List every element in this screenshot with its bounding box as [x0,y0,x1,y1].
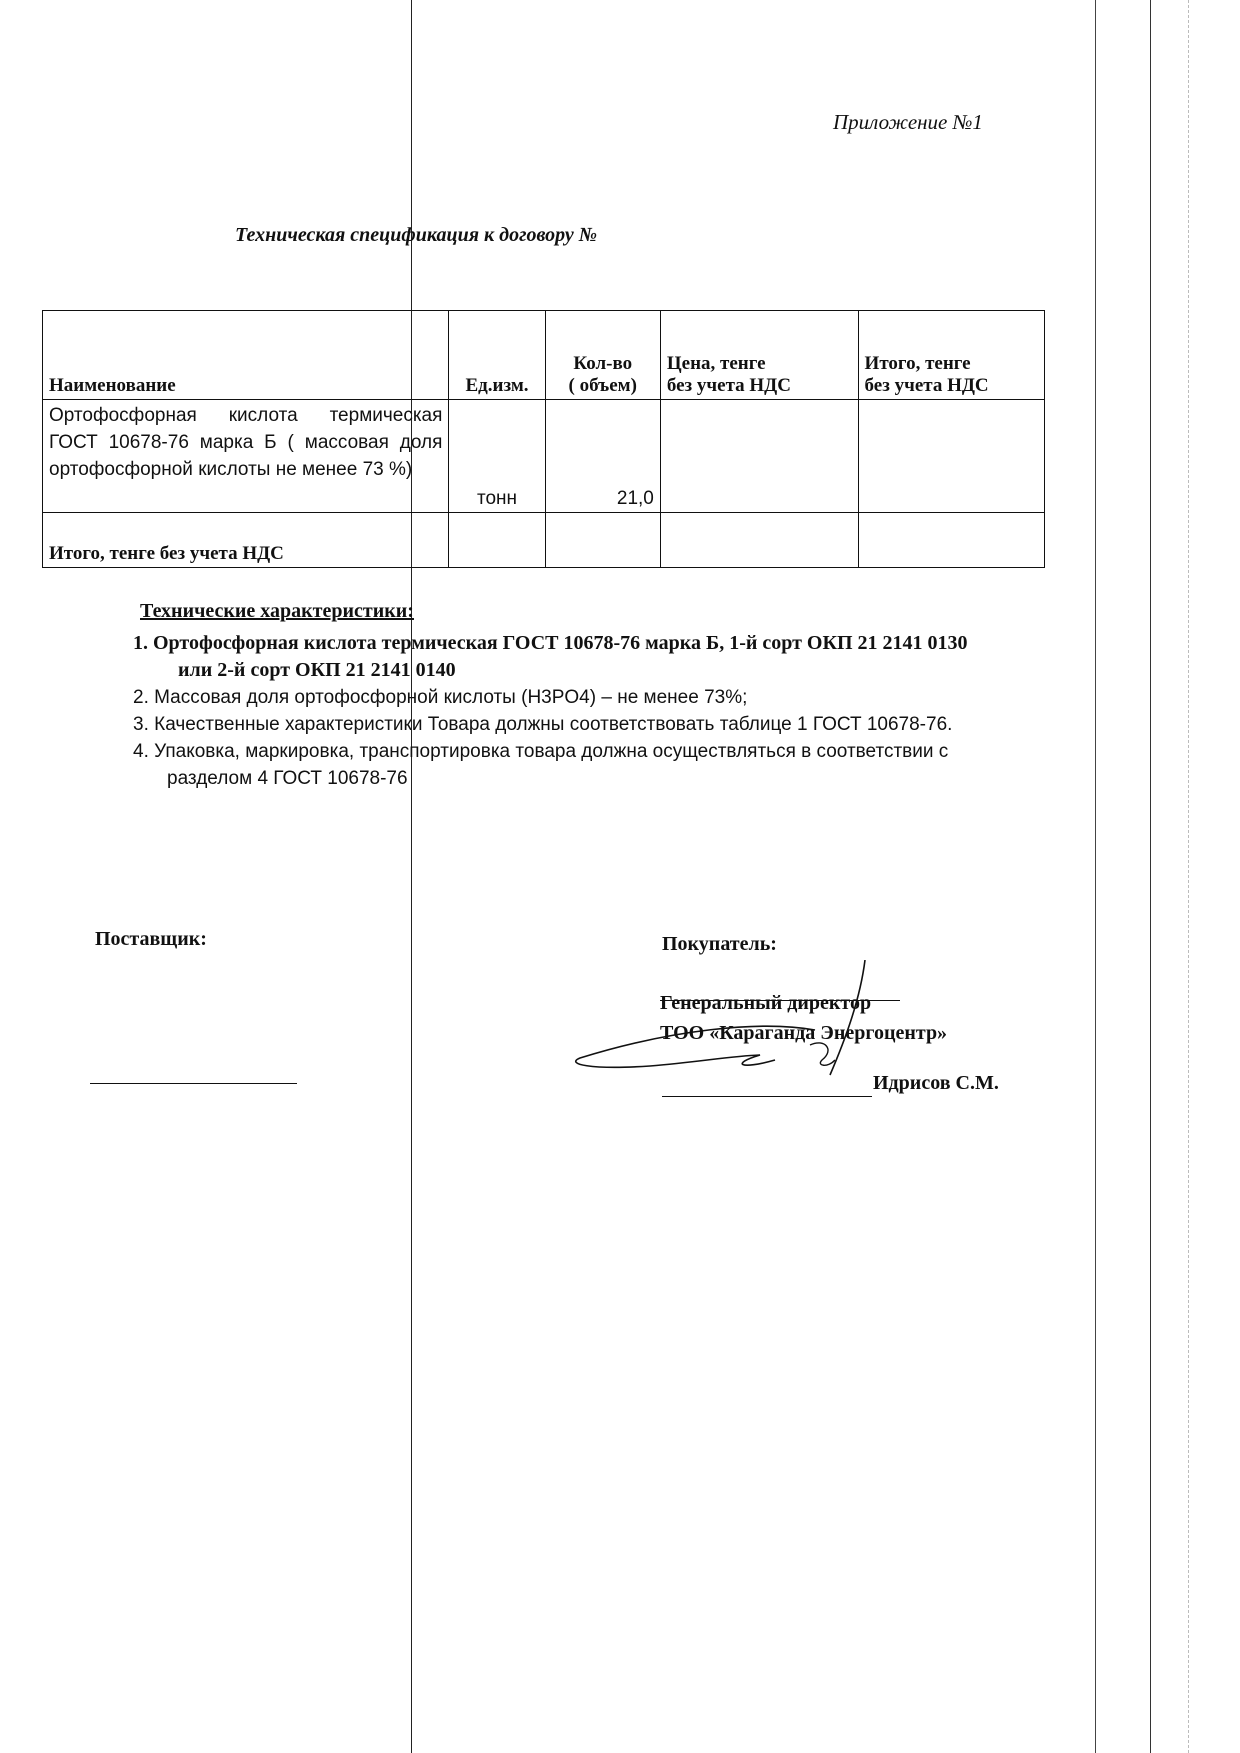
item-quantity: 21,0 [545,400,660,513]
buyer-name: Идрисов С.М. [873,1072,999,1094]
buyer-signature-line [662,1096,872,1097]
scan-artifact-line [1150,0,1151,1753]
header-quantity-line2: ( объем) [568,375,637,396]
list-item: 4. Упаковка, маркировка, транспортировка товара должна осуществляться в соответствии с [133,741,949,762]
item-name: Ортофосфорная кислота термическая ГОСТ 10678-76 марка Б ( массовая доля ортофосфорной кислоты не менее 73 %) [43,400,449,513]
buyer-label: Покупатель: [662,933,777,955]
header-total-line1: Итого, тенге [864,353,971,374]
supplier-label: Поставщик: [95,928,207,950]
total-amount-empty [858,513,1044,568]
header-unit: Ед.изм. [449,311,545,400]
total-qty-empty [545,513,660,568]
header-price [660,311,858,400]
list-item: 2. Массовая доля ортофосфорной кислоты (H3PO4) – не менее 73%; [133,687,748,708]
scan-artifact-line [1188,0,1189,1753]
item-price [660,400,858,513]
header-total [858,311,1044,400]
list-item: разделом 4 ГОСТ 10678-76 [167,768,408,789]
header-price-line2: без учета НДС [666,375,791,396]
scan-artifact-line [1095,0,1096,1753]
list-item: 3. Качественные характеристики Товара должны соответствовать таблице 1 ГОСТ 10678-76. [133,714,953,735]
supplier-signature-line [90,1083,297,1084]
table-row [43,400,1045,513]
scan-artifact-line [411,0,412,1753]
buyer-company: ТОО «Караганда Энергоцентр» [660,1022,948,1044]
total-unit-empty [449,513,545,568]
tech-list [133,630,1133,792]
handwritten-signature [560,960,900,1090]
item-unit: тонн [449,400,545,513]
appendix-label: Приложение №1 [833,110,983,134]
total-label: Итого, тенге без учета НДС [43,513,449,568]
buyer-position: Генеральный директор [660,992,872,1014]
header-quantity-line1: Кол-во [573,353,633,374]
document-title: Техническая спецификация к договору № [235,224,598,246]
list-item: или 2-й сорт ОКП 21 2141 0140 [178,659,456,681]
header-total-line2: без учета НДС [864,375,989,396]
list-item: 1. Ортофосфорная кислота термическая ГОСТ 10678-76 марка Б, 1-й сорт ОКП 21 2141 0130 [133,632,968,654]
tech-heading: Технические характеристики: [140,600,414,622]
specification-table [42,310,1045,568]
header-name: Наименование [43,311,449,400]
table-total-row [43,513,1045,568]
table-header-row [43,311,1045,400]
header-quantity [545,311,660,400]
item-total [858,400,1044,513]
total-price-empty [660,513,858,568]
header-price-line1: Цена, тенге [666,353,766,374]
